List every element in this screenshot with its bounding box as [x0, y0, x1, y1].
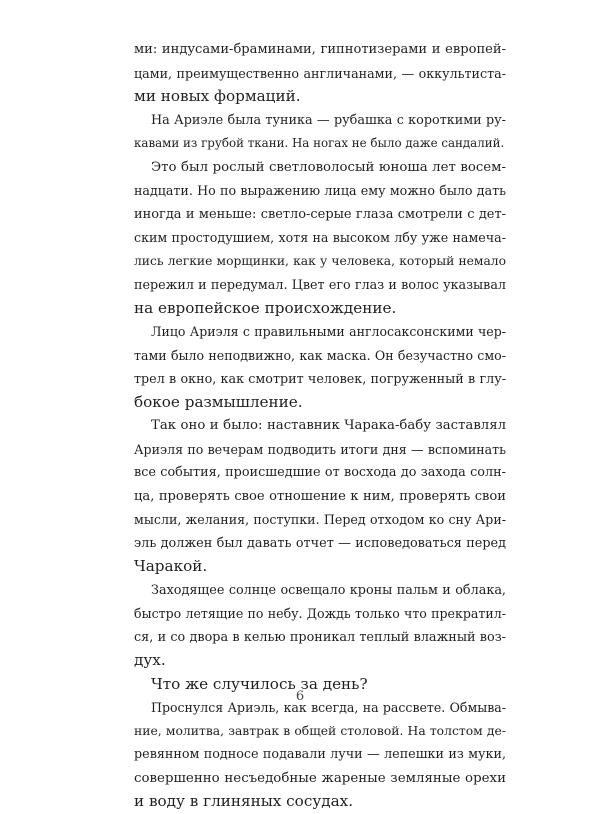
text-line: все события, происшедшие от восхода до захода солн-	[134, 465, 506, 480]
text-line: дух.	[134, 651, 166, 669]
text-line: Ариэля по вечерам подводить итоги дня — вспоминать	[134, 441, 506, 457]
text-line: бокое размышление.	[134, 392, 303, 411]
text-line: надцати. Но по выражению лица ему можно было дать	[134, 183, 506, 198]
text-line: Чаракой.	[134, 557, 208, 575]
text-line: эль должен был давать отчет — исповедоваться перед	[134, 535, 506, 551]
text-line: На Ариэле была туника — рубашка с короткими ру-	[151, 112, 506, 128]
text-line: быстро летящие по небу. Дождь только что прекратил-	[134, 606, 506, 621]
text-line: тами было неподвижно, как маска. Он безучастно смо-	[134, 347, 506, 363]
text-line: Проснулся Ариэль, как всегда, на рассвете. Обмыва-	[151, 700, 506, 715]
text-line: на европейское происхождение.	[134, 298, 397, 317]
text-line: лись легкие морщинки, как у человека, который немало	[134, 253, 506, 268]
text-line: совершенно несъедобные жареные земляные орехи	[134, 770, 506, 786]
text-line: ца, проверять свое отношение к ним, проверять свои	[134, 488, 506, 504]
text-line: трел в окно, как смотрит человек, погруженный в глу-	[134, 371, 506, 386]
text-line: Что же случилось за день?	[151, 674, 368, 693]
text-line: пережил и передумал. Цвет его глаз и волос указывал	[134, 277, 506, 292]
text-line: ревянном подносе подавали лучи — лепешки из муки,	[134, 747, 506, 762]
text-line: кавами из грубой ткани. На ногах не было даже сандалий.	[134, 136, 505, 150]
text-line: ми новых формаций.	[134, 87, 301, 105]
text-line: цами, преимущественно англичанами, — оккультиста-	[134, 65, 506, 81]
page-number: 6	[295, 689, 305, 704]
text-line: Заходящее солнце освещало кроны пальм и облака,	[151, 582, 506, 598]
text-line: иногда и меньше: светло-серые глаза смотрели с дет-	[134, 206, 506, 222]
text-line: Лицо Ариэля с правильными англосаксонскими чер-	[151, 324, 506, 339]
text-line: ским простодушием, хотя на высоком лбу уже намеча-	[134, 230, 506, 245]
text-line: ми: индусами-браминами, гипнотизерами и европей-	[134, 42, 506, 57]
text-line: мысли, желания, поступки. Перед отходом ко сну Ари-	[134, 512, 506, 527]
text-line: Так оно и было: наставник Чарака-бабу заставлял	[151, 418, 506, 433]
text-line: ся, и со двора в келью проникал теплый влажный воз-	[134, 629, 506, 645]
text-line: и воду в глиняных сосудах.	[134, 792, 354, 810]
text-line: ние, молитва, завтрак в общей столовой. На толстом де-	[134, 723, 506, 738]
text-line: Это был рослый светловолосый юноша лет восем-	[151, 159, 506, 175]
